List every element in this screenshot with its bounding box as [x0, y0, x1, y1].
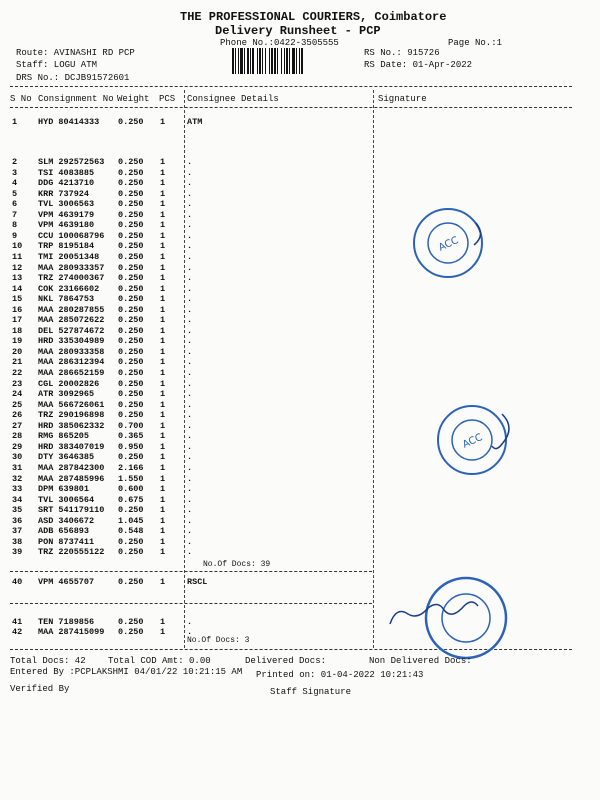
pcs-cell: 1: [160, 627, 166, 637]
pcs-cell: 1: [160, 484, 166, 495]
consignment-cell: HYD 80414333: [38, 117, 100, 127]
table-row: [0, 117, 600, 128]
weight-cell: 0.250: [118, 547, 144, 558]
weight-cell: 0.250: [118, 325, 144, 336]
group-divider: [10, 603, 372, 604]
consignment-cell: DTY 3646385: [38, 452, 95, 463]
table-row: [0, 537, 600, 548]
consignment-cell: MAA 285072622: [38, 315, 105, 326]
consignment-cell: CCU 100068796: [38, 230, 105, 241]
sno-cell: 5: [12, 188, 18, 199]
table-row: [0, 315, 600, 326]
signature: [390, 602, 478, 624]
weight-cell: 0.250: [118, 536, 144, 547]
consignment-cell: SLM 292572563: [38, 157, 105, 167]
weight-cell: 0.250: [118, 167, 144, 178]
weight-cell: 0.250: [118, 378, 144, 389]
stamp-center-text: ACC: [436, 235, 461, 254]
weight-cell: 0.365: [118, 431, 144, 442]
pcs-cell: 1: [160, 441, 166, 452]
consignee-cell: .: [187, 536, 193, 547]
consignee-cell: .: [187, 294, 193, 305]
consignment-cell: MAA 280287855: [38, 304, 105, 315]
rs-date: RS Date: 01-Apr-2022: [364, 60, 473, 70]
consignee-cell: .: [187, 209, 193, 220]
table-row: [0, 168, 600, 179]
sno-cell: 4: [12, 178, 18, 189]
divider: [10, 86, 572, 87]
consignee-cell: .: [187, 399, 193, 410]
staff-label: Staff: LOGU ATM: [16, 60, 98, 70]
pcs-cell: 1: [160, 262, 166, 273]
consignee-cell: .: [187, 617, 193, 627]
consignee-cell: .: [187, 157, 193, 167]
weight-cell: 0.250: [118, 399, 144, 410]
consignee-cell: .: [187, 378, 193, 389]
weight-cell: 0.250: [118, 294, 144, 305]
table-row: [0, 241, 600, 252]
pcs-cell: 1: [160, 420, 166, 431]
stamp-center-text: ACC: [460, 432, 485, 451]
consignment-cell: HRD 383407019: [38, 441, 105, 452]
consignee-cell: .: [187, 315, 193, 326]
sno-cell: 25: [12, 399, 23, 410]
pcs-cell: 1: [160, 536, 166, 547]
pcs-cell: 1: [160, 505, 166, 516]
entered-by: Entered By :PCPLAKSHMI 04/01/22 10:21:15 AM: [10, 667, 243, 677]
sno-cell: 9: [12, 230, 18, 241]
sno-cell: 31: [12, 462, 23, 473]
sno-cell: 19: [12, 336, 23, 347]
table-row: [0, 263, 600, 274]
sno-cell: 42: [12, 627, 23, 637]
weight-cell: 0.250: [118, 346, 144, 357]
sno-cell: 26: [12, 410, 23, 421]
table-row: [0, 505, 600, 516]
consignee-cell: .: [187, 420, 193, 431]
sno-cell: 13: [12, 273, 23, 284]
consignment-cell: TRZ 274000367: [38, 273, 105, 284]
consignment-cell: DPM 639801: [38, 484, 90, 495]
pcs-cell: 1: [160, 368, 166, 378]
consignment-cell: TSI 4083885: [38, 167, 95, 178]
pcs-cell: 1: [160, 117, 166, 127]
sno-cell: 12: [12, 262, 23, 273]
pcs-cell: 1: [160, 389, 166, 400]
pcs-cell: 1: [160, 283, 166, 294]
group-divider: [10, 571, 372, 572]
consignee-cell: .: [187, 515, 193, 526]
sno-cell: 3: [12, 167, 18, 178]
non-delivered-docs: Non Delivered Docs:: [369, 656, 472, 666]
weight-cell: 0.600: [118, 484, 144, 495]
sno-cell: 8: [12, 220, 18, 231]
consignment-cell: MAA 287842300: [38, 462, 105, 473]
table-row: [0, 389, 600, 400]
weight-cell: 0.250: [118, 617, 144, 627]
sno-cell: 6: [12, 199, 18, 210]
consignee-cell: .: [187, 441, 193, 452]
staff-signature: Staff Signature: [270, 687, 352, 697]
consignment-cell: DEL 527874672: [38, 325, 105, 336]
weight-cell: 0.250: [118, 199, 144, 210]
pcs-cell: 1: [160, 167, 166, 178]
total-docs: Total Docs: 42: [10, 656, 86, 666]
pcs-cell: 1: [160, 178, 166, 189]
pcs-cell: 1: [160, 473, 166, 484]
sno-cell: 21: [12, 357, 23, 368]
pcs-cell: 1: [160, 357, 166, 368]
weight-cell: 0.548: [118, 526, 144, 537]
weight-cell: 2.166: [118, 462, 144, 473]
pcs-cell: 1: [160, 157, 166, 167]
group-doc-count: No.Of Docs: 39: [203, 560, 271, 569]
drs-number: DRS No.: DCJB91572601: [16, 73, 130, 83]
consignment-cell: VPM 4639180: [38, 220, 95, 231]
consignment-cell: MAA 566726061: [38, 399, 105, 410]
table-row: [0, 347, 600, 358]
consignment-cell: MAA 286652159: [38, 368, 105, 378]
sno-cell: 16: [12, 304, 23, 315]
consignment-cell: VPM 4655707: [38, 577, 95, 587]
pcs-cell: 1: [160, 452, 166, 463]
route-label: Route: AVINASHI RD PCP: [16, 48, 135, 58]
consignee-cell: .: [187, 336, 193, 347]
weight-cell: 0.250: [118, 452, 144, 463]
col-pcs: PCS: [159, 94, 176, 104]
consignee-cell: .: [187, 389, 193, 400]
weight-cell: 0.250: [118, 251, 144, 262]
table-row: [0, 220, 600, 231]
consignment-cell: TRZ 220555122: [38, 547, 105, 558]
consignee-cell: .: [187, 346, 193, 357]
consignment-cell: COK 23166602: [38, 283, 100, 294]
table-row: [0, 157, 600, 168]
table-row: [0, 379, 600, 390]
barcode: [232, 48, 350, 74]
consignment-cell: ASD 3406672: [38, 515, 95, 526]
consignment-cell: TEN 7189856: [38, 617, 95, 627]
sno-cell: 1: [12, 117, 18, 127]
consignment-cell: RMG 865205: [38, 431, 90, 442]
pcs-cell: 1: [160, 273, 166, 284]
consignee-cell: .: [187, 357, 193, 368]
consignee-cell: .: [187, 452, 193, 463]
pcs-cell: 1: [160, 230, 166, 241]
consignee-cell: .: [187, 462, 193, 473]
weight-cell: 0.250: [118, 389, 144, 400]
col-consignee: Consignee Details: [187, 94, 279, 104]
weight-cell: 1.045: [118, 515, 144, 526]
consignment-cell: ADB 656893: [38, 526, 90, 537]
consignment-cell: ATR 3092965: [38, 389, 95, 400]
pcs-cell: 1: [160, 325, 166, 336]
consignee-cell: .: [187, 473, 193, 484]
weight-cell: 0.250: [118, 209, 144, 220]
consignee-cell: .: [187, 178, 193, 189]
weight-cell: 0.250: [118, 577, 144, 587]
pcs-cell: 1: [160, 399, 166, 410]
weight-cell: 1.550: [118, 473, 144, 484]
page-number: Page No.:1: [448, 38, 503, 48]
pcs-cell: 1: [160, 241, 166, 252]
pcs-cell: 1: [160, 199, 166, 210]
consignment-cell: MAA 280933358: [38, 346, 105, 357]
col-sno: S No: [10, 94, 32, 104]
weight-cell: 0.250: [118, 241, 144, 252]
table-row: [0, 526, 600, 537]
sno-cell: 11: [12, 251, 23, 262]
consignee-cell: .: [187, 220, 193, 231]
pcs-cell: 1: [160, 494, 166, 505]
consignee-cell: .: [187, 241, 193, 252]
pcs-cell: 1: [160, 462, 166, 473]
delivered-docs: Delivered Docs:: [245, 656, 327, 666]
pcs-cell: 1: [160, 577, 166, 587]
consignee-cell: .: [187, 273, 193, 284]
consignee-cell: .: [187, 627, 193, 637]
company-stamp: [384, 576, 520, 662]
weight-cell: 0.250: [118, 283, 144, 294]
weight-cell: 0.250: [118, 273, 144, 284]
col-weight: Weight: [117, 94, 150, 104]
printed-on: Printed on: 01-04-2022 10:21:43: [256, 670, 424, 680]
consignment-cell: MAA 280933357: [38, 262, 105, 273]
table-row: [0, 252, 600, 263]
weight-cell: 0.250: [118, 627, 144, 637]
consignment-cell: SRT 541179110: [38, 505, 105, 516]
document-subtitle: Delivery Runsheet - PCP: [215, 24, 381, 38]
weight-cell: 0.250: [118, 157, 144, 167]
sno-cell: 17: [12, 315, 23, 326]
weight-cell: 0.250: [118, 117, 144, 127]
consignee-cell: .: [187, 199, 193, 210]
sno-cell: 38: [12, 536, 23, 547]
pcs-cell: 1: [160, 526, 166, 537]
consignee-cell: .: [187, 484, 193, 495]
consignment-cell: CGL 20002826: [38, 378, 100, 389]
consignee-cell: .: [187, 526, 193, 537]
consignment-cell: MAA 287485996: [38, 473, 105, 484]
consignment-cell: TRZ 290196898: [38, 410, 105, 421]
pcs-cell: 1: [160, 431, 166, 442]
pcs-cell: 1: [160, 304, 166, 315]
pcs-cell: 1: [160, 378, 166, 389]
col-signature: Signature: [378, 94, 427, 104]
consignment-cell: TRP 8195184: [38, 241, 95, 252]
table-row: [0, 357, 600, 368]
consignee-cell: RSCL: [187, 577, 208, 587]
consignee-cell: .: [187, 410, 193, 421]
divider: [10, 107, 572, 108]
consignment-cell: MAA 287415099: [38, 627, 105, 637]
pcs-cell: 1: [160, 209, 166, 220]
group-doc-count: No.Of Docs: 3: [187, 636, 250, 645]
pcs-cell: 1: [160, 346, 166, 357]
weight-cell: 0.250: [118, 188, 144, 199]
pcs-cell: 1: [160, 294, 166, 305]
phone-number: Phone No.:0422-3505555: [220, 38, 339, 48]
table-row: [0, 547, 600, 558]
consignee-cell: .: [187, 304, 193, 315]
consignee-cell: .: [187, 167, 193, 178]
table-row: [0, 336, 600, 347]
consignment-cell: KRR 737924: [38, 188, 90, 199]
table-row: [0, 231, 600, 242]
sno-cell: 41: [12, 617, 23, 627]
bank-stamp-2: [430, 400, 530, 482]
pcs-cell: 1: [160, 617, 166, 627]
sno-cell: 14: [12, 283, 23, 294]
weight-cell: 0.950: [118, 441, 144, 452]
consignee-cell: .: [187, 547, 193, 558]
consignee-cell: .: [187, 251, 193, 262]
sno-cell: 32: [12, 473, 23, 484]
sno-cell: 22: [12, 368, 23, 378]
verified-by: Verified By: [10, 684, 70, 694]
sno-cell: 24: [12, 389, 23, 400]
rs-number: RS No.: 915726: [364, 48, 440, 58]
sno-cell: 15: [12, 294, 23, 305]
sno-cell: 2: [12, 157, 18, 167]
table-row: [0, 368, 600, 379]
table-row: [0, 199, 600, 210]
weight-cell: 0.250: [118, 220, 144, 231]
sno-cell: 20: [12, 346, 23, 357]
weight-cell: 0.250: [118, 304, 144, 315]
table-row: [0, 189, 600, 200]
sno-cell: 29: [12, 441, 23, 452]
table-row: [0, 273, 600, 284]
consignment-cell: TMI 20051348: [38, 251, 100, 262]
sno-cell: 35: [12, 505, 23, 516]
consignment-cell: PON 8737411: [38, 536, 95, 547]
consignee-cell: .: [187, 188, 193, 199]
weight-cell: 0.250: [118, 230, 144, 241]
total-cod: Total COD Amt: 0.00: [108, 656, 211, 666]
consignee-cell: .: [187, 262, 193, 273]
sno-cell: 28: [12, 431, 23, 442]
consignment-cell: TVL 3006563: [38, 199, 95, 210]
consignment-cell: TVL 3006564: [38, 494, 95, 505]
sno-cell: 34: [12, 494, 23, 505]
consignee-cell: ATM: [187, 117, 203, 127]
weight-cell: 0.250: [118, 336, 144, 347]
weight-cell: 0.250: [118, 315, 144, 326]
table-row: [0, 294, 600, 305]
sno-cell: 7: [12, 209, 18, 220]
pcs-cell: 1: [160, 251, 166, 262]
sno-cell: 27: [12, 420, 23, 431]
sno-cell: 36: [12, 515, 23, 526]
table-row: [0, 305, 600, 316]
pcs-cell: 1: [160, 188, 166, 199]
table-row: [0, 484, 600, 495]
pcs-cell: 1: [160, 547, 166, 558]
weight-cell: 0.250: [118, 262, 144, 273]
weight-cell: 0.675: [118, 494, 144, 505]
sno-cell: 39: [12, 547, 23, 558]
consignment-cell: DDG 4213710: [38, 178, 95, 189]
weight-cell: 0.250: [118, 368, 144, 378]
sno-cell: 10: [12, 241, 23, 252]
sno-cell: 18: [12, 325, 23, 336]
weight-cell: 0.250: [118, 357, 144, 368]
weight-cell: 0.250: [118, 410, 144, 421]
sno-cell: 23: [12, 378, 23, 389]
weight-cell: 0.250: [118, 178, 144, 189]
weight-cell: 0.700: [118, 420, 144, 431]
pcs-cell: 1: [160, 410, 166, 421]
consignee-cell: .: [187, 230, 193, 241]
table-row: [0, 178, 600, 189]
consignment-cell: NKL 7864753: [38, 294, 95, 305]
consignee-cell: .: [187, 283, 193, 294]
consignment-cell: VPM 4639179: [38, 209, 95, 220]
pcs-cell: 1: [160, 315, 166, 326]
consignment-cell: HRD 385062332: [38, 420, 105, 431]
table-row: [0, 495, 600, 506]
bank-stamp-1: [406, 203, 496, 285]
consignee-cell: .: [187, 505, 193, 516]
sno-cell: 37: [12, 526, 23, 537]
table-row: [0, 210, 600, 221]
pcs-cell: 1: [160, 336, 166, 347]
consignee-cell: .: [187, 325, 193, 336]
weight-cell: 0.250: [118, 505, 144, 516]
sno-cell: 40: [12, 577, 23, 587]
consignment-cell: HRD 335304989: [38, 336, 105, 347]
table-row: [0, 284, 600, 295]
sno-cell: 30: [12, 452, 23, 463]
pcs-cell: 1: [160, 515, 166, 526]
document-title: THE PROFESSIONAL COURIERS, Coimbatore: [180, 10, 447, 24]
consignee-cell: .: [187, 368, 193, 378]
pcs-cell: 1: [160, 220, 166, 231]
table-row: [0, 326, 600, 337]
sno-cell: 33: [12, 484, 23, 495]
consignment-cell: MAA 286312394: [38, 357, 105, 368]
col-consignment: Consignment No: [38, 94, 114, 104]
consignee-cell: .: [187, 494, 193, 505]
table-row: [0, 516, 600, 527]
consignee-cell: .: [187, 431, 193, 442]
